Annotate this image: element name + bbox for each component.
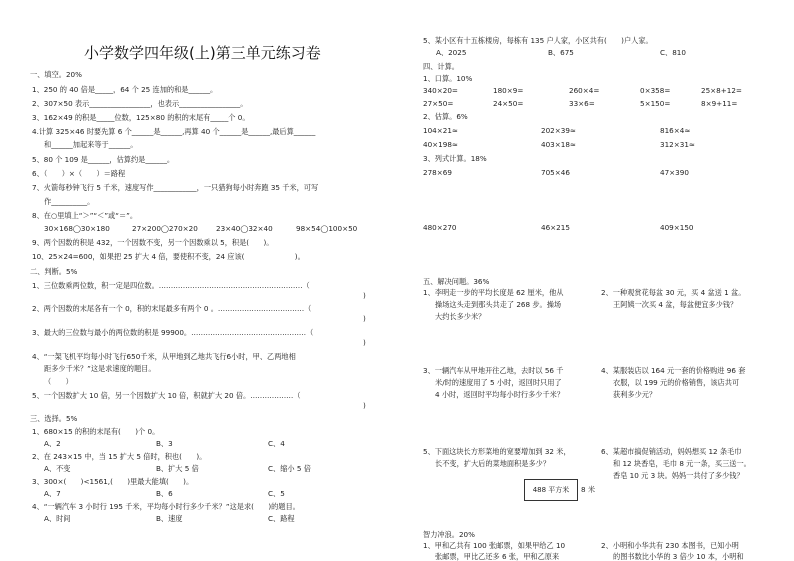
question-text: 作__________。 [44, 197, 95, 206]
question-text: 1、250 的 40 倍是_____，64 个 25 连加的和是______。 [32, 85, 218, 94]
problem-line: 5、下面这块长方形菜地的宽要增加到 32 米， [423, 447, 571, 456]
question-text: 3、300×( )<1561,( )里最大能填( )。 [32, 477, 194, 486]
problem-line: 长不变，扩大后的菜地面积是多少？ [435, 459, 551, 468]
vertical-calc-item: 409×150 [660, 223, 694, 232]
question-text: 2、在 243×15 中，当 15 扩大 5 倍时，积也( )。 [32, 452, 207, 461]
estimate-item: 312×31≈ [660, 140, 695, 149]
field-rectangle [524, 479, 578, 501]
vertical-calc-item: 278×69 [423, 168, 452, 177]
question-text: 5、80 个 109 是______，估算约是______。 [32, 155, 175, 164]
question-text: 5、某小区有十五栋楼房，每栋有 135 户人家，小区共有( )户人家。 [423, 36, 653, 45]
problem-line: 1、甲和乙共有 100 张邮票，如果甲给乙 10 [423, 541, 566, 550]
question-text: 4.计算 325×46 时要先算 6 个______是______,再算 40 个______是______,最后算______ [32, 127, 316, 136]
option: B、速度 [156, 514, 183, 523]
option: B、6 [156, 489, 173, 498]
compare-item: 23×40◯32×40 [216, 224, 273, 233]
answer-paren: ) [363, 291, 366, 300]
problem-line: 4、某服装店以 164 元一套的价格购进 96 套 [601, 366, 746, 375]
section-problems-heading: 五、解决问题。36% [423, 277, 490, 286]
option: B、3 [156, 439, 173, 448]
compare-item: 98×54◯100×50 [296, 224, 358, 233]
section-judge-heading: 二、判断。5% [30, 267, 78, 276]
oral-item: 27×50= [423, 99, 454, 108]
oral-item: 180×9= [493, 86, 524, 95]
problem-line: 1、李明走一步的平均长度是 62 厘米，他从 [423, 288, 564, 297]
vertical-calc-item: 46×215 [541, 223, 570, 232]
question-text: 2、307×50 表示_________________，也表示_________________。 [32, 99, 248, 108]
estimate-item: 202×39≈ [541, 126, 576, 135]
problem-line: 2、一种观赏花每盆 30 元，买 4 盆送 1 盆。 [601, 288, 746, 297]
option: B、675 [548, 48, 574, 57]
problem-line: 米/时的速度用了 5 小时，返回时只用了 [435, 378, 562, 387]
question-text: 1、680×15 的积的末尾有( )个 0。 [32, 427, 160, 436]
option: B、扩大 5 倍 [156, 464, 199, 473]
problem-line: 香皂 10 元 3 块。妈妈一共付了多少钱？ [613, 471, 744, 480]
estimate-item: 403×18≈ [541, 140, 576, 149]
section-calc-heading: 四、计算。 [423, 62, 459, 71]
estimate-item: 40×198≈ [423, 140, 458, 149]
problem-line: 衣服，以 199 元的价格销售，该店共可 [613, 378, 740, 387]
compare-item: 30×168◯30×180 [44, 224, 110, 233]
answer-paren: ) [363, 338, 366, 347]
oral-item: 340×20= [423, 86, 458, 95]
option: C、4 [268, 439, 285, 448]
section-choice-heading: 三、选择。5% [30, 414, 78, 423]
problem-line: 张邮票，甲比乙还多 6 张，甲和乙原来 [435, 552, 560, 561]
vertical-calc-item: 47×390 [660, 168, 689, 177]
oral-item: 260×4= [569, 86, 600, 95]
question-text: 2、两个因数的末尾各有一个 0，积的末尾最多有两个 0 。………………………………（ [32, 304, 312, 313]
subsection-heading: 2、估算。6% [423, 112, 468, 121]
problem-line: 和 12 块香皂，毛巾 8 元一条，买三送一。 [613, 459, 751, 468]
option: A、2025 [436, 48, 467, 57]
bonus-heading: 智力冲浪。20% [423, 530, 475, 539]
problem-line: 4 小时，返回时平均每小时行多少千米？ [435, 390, 565, 399]
question-text: 1、三位数乘两位数，积一定是四位数。……………………………………………………（ [32, 281, 310, 290]
vertical-calc-item: 480×270 [423, 223, 457, 232]
oral-item: 33×6= [569, 99, 595, 108]
problem-line: 操场这头走到那头共走了 268 步。操场 [435, 300, 562, 309]
page-title: 小学数学四年级(上)第三单元练习卷 [84, 44, 321, 62]
problem-line: 大约长多少米？ [435, 312, 486, 321]
question-text: 4、“一架飞机平均每小时飞行650千米，从甲地到乙地共飞行6小时，甲、乙两地相 [32, 352, 296, 361]
question-text: 7、火箭每秒钟飞行 5 千米，速度写作____________，一只猎狗每小时奔跑 35 千米，可写 [32, 183, 319, 192]
answer-paren: ) [363, 401, 366, 410]
question-text: 4、“一辆汽车 3 小时行 195 千米，平均每小时行多少千米？”这是求( )的题目。 [32, 502, 300, 511]
answer-paren: （ ） [44, 377, 73, 386]
option: A、时间 [44, 514, 71, 523]
oral-item: 24×50= [493, 99, 524, 108]
question-text: 3、162×49 的积是_____位数，125×80 的积的末尾有_____个 0。 [32, 113, 250, 122]
question-text: 6、（ ）×（ ）＝路程 [32, 169, 126, 178]
question-text: 8、在○里填上“＞”“＜”或“＝”。 [32, 211, 138, 220]
area-label: 488 平方米 [532, 486, 570, 494]
question-text: 和______加起来等于______。 [44, 140, 138, 149]
problem-line: 王阿姨一次买 4 盆，每盆便宜多少钱？ [613, 300, 738, 309]
option: C、路程 [268, 514, 295, 523]
option: A、7 [44, 489, 61, 498]
problem-line: 的图书数比小华的 3 倍少 10 本，小明和 [613, 552, 744, 561]
option: C、5 [268, 489, 285, 498]
oral-item: 25×8+12= [701, 86, 742, 95]
question-text: 距多少千米？”这是求速度的题目。 [44, 364, 156, 373]
compare-item: 27×200◯270×20 [132, 224, 198, 233]
answer-paren: ) [363, 314, 366, 323]
problem-line: 6、某超市搞促销活动，妈妈想买 12 条毛巾 [601, 447, 742, 456]
question-text: 9、两个因数的积是 432，一个因数不变，另一个因数乘以 5，积是( )。 [32, 238, 274, 247]
width-label: 8 米 [581, 485, 596, 494]
estimate-item: 104×21≈ [423, 126, 458, 135]
subsection-heading: 1、口算。10% [423, 74, 473, 83]
oral-item: 8×9+11= [701, 99, 738, 108]
question-text: 10、25×24=600，如果把 25 扩大 4 倍，要使积不变，24 应该( )。 [32, 252, 305, 261]
option: C、810 [660, 48, 686, 57]
question-text: 5、一个因数扩大 10 倍，另一个因数扩大 10 倍，积就扩大 20 倍。………………（ [32, 391, 301, 400]
problem-line: 2、小明和小华共有 230 本图书，已知小明 [601, 541, 739, 550]
estimate-item: 816×4≈ [660, 126, 691, 135]
oral-item: 5×150= [640, 99, 671, 108]
option: A、2 [44, 439, 61, 448]
problem-line: 获利多少元？ [613, 390, 657, 399]
oral-item: 0×358= [640, 86, 671, 95]
option: A、不变 [44, 464, 71, 473]
problem-line: 3、一辆汽车从甲地开往乙地，去时以 56 千 [423, 366, 564, 375]
option: C、缩小 5 倍 [268, 464, 311, 473]
question-text: 3、最大的三位数与最小的两位数的积是 99900。…………………………………………（ [32, 328, 314, 337]
vertical-calc-item: 705×46 [541, 168, 570, 177]
section-fill-blank-heading: 一、填空。20% [30, 70, 82, 79]
subsection-heading: 3、列式计算。18% [423, 154, 487, 163]
